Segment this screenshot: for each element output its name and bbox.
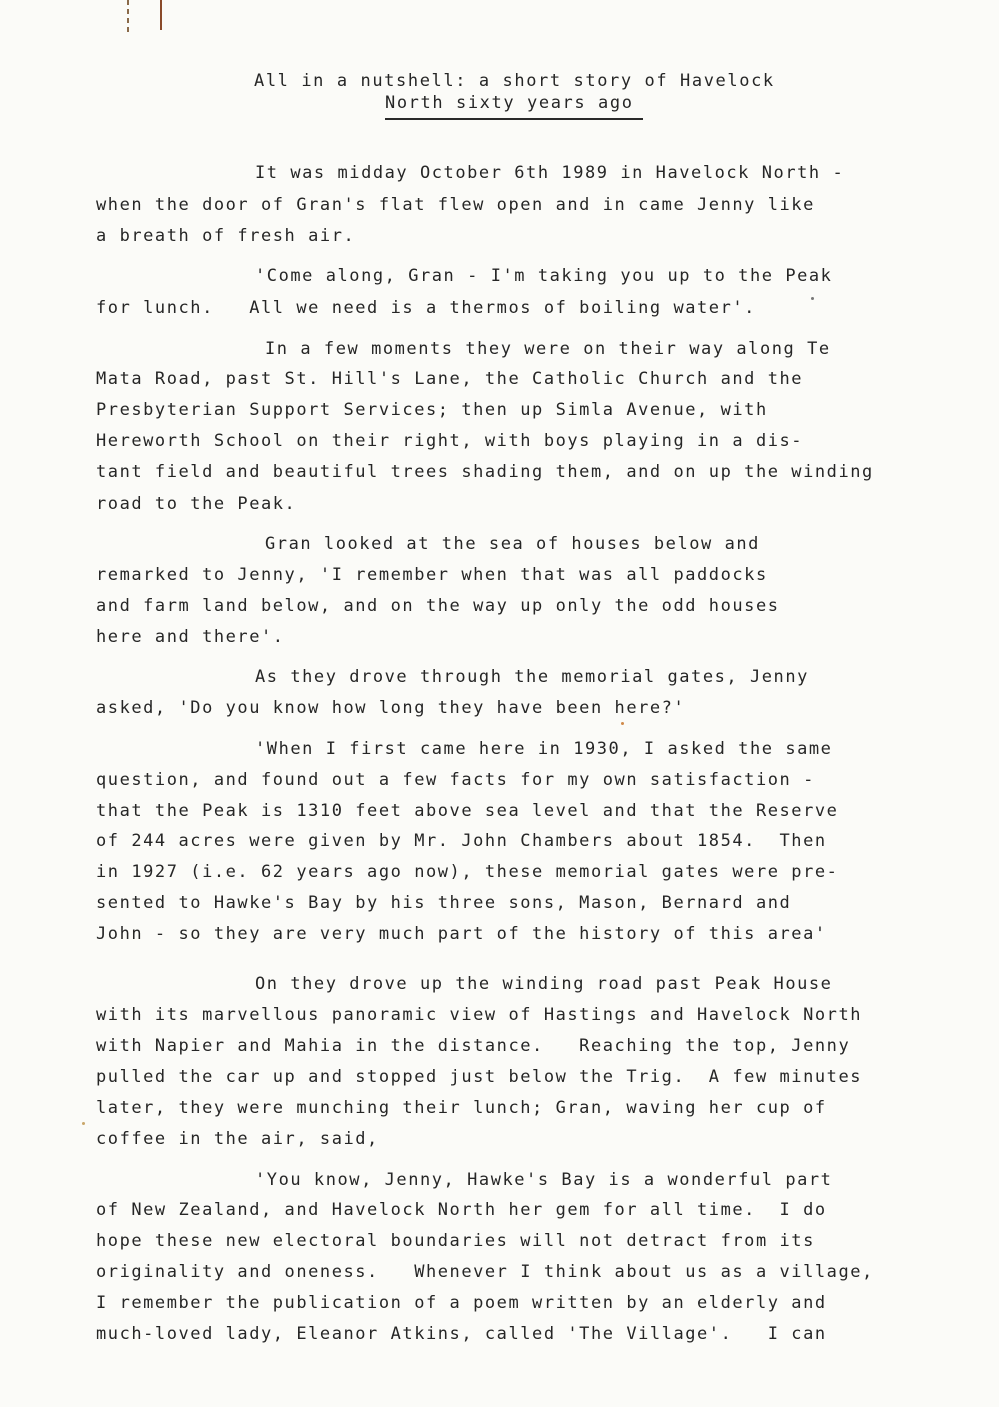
text-line: that the Peak is 1310 feet above sea level and that the Reserve [96,801,839,821]
text-line: sented to Hawke's Bay by his three sons, Mason, Bernard and [96,893,792,913]
text-line: road to the Peak. [96,494,297,514]
paper-speck [621,722,624,725]
title-underline [385,118,643,120]
text-line: Gran looked at the sea of houses below and [265,534,760,554]
binding-mark [127,0,129,32]
document-title-line-2: North sixty years ago [385,93,634,113]
text-line: Presbyterian Support Services; then up Simla Avenue, with [96,400,768,420]
text-line: with its marvellous panoramic view of Hastings and Havelock North [96,1005,863,1025]
text-line: of 244 acres were given by Mr. John Chambers about 1854. Then [96,831,827,851]
text-line: 'When I first came here in 1930, I asked the same [255,739,833,759]
text-line: Mata Road, past St. Hill's Lane, the Catholic Church and the [96,369,804,389]
text-line: John - so they are very much part of the history of this area' [96,924,827,944]
text-line: in 1927 (i.e. 62 years ago now), these memorial gates were pre- [96,862,839,882]
text-line: remarked to Jenny, 'I remember when that was all paddocks [96,565,768,585]
text-line: hope these new electoral boundaries will not detract from its [96,1231,815,1251]
text-line: I remember the publication of a poem written by an elderly and [96,1293,827,1313]
text-line: 'You know, Jenny, Hawke's Bay is a wonderful part [255,1170,833,1190]
text-line: for lunch. All we need is a thermos of boiling water'. [96,298,756,318]
text-line: pulled the car up and stopped just below the Trig. A few minutes [96,1067,863,1087]
text-line: As they drove through the memorial gates, Jenny [255,667,809,687]
text-line: when the door of Gran's flat flew open and in came Jenny like [96,195,815,215]
text-line: much-loved lady, Eleanor Atkins, called 'The Village'. I can [96,1324,827,1344]
text-line: Hereworth School on their right, with boys playing in a dis- [96,431,804,451]
text-line: tant field and beautiful trees shading them, and on up the winding [96,462,874,482]
binding-mark [160,0,162,30]
text-line: with Napier and Mahia in the distance. Reaching the top, Jenny [96,1036,851,1056]
paper-speck [811,297,814,300]
text-line: coffee in the air, said, [96,1129,379,1149]
paper-speck [82,1122,85,1125]
text-line: originality and oneness. Whenever I think about us as a village, [96,1262,874,1282]
text-line: asked, 'Do you know how long they have been here?' [96,698,686,718]
text-line: question, and found out a few facts for my own satisfaction - [96,770,815,790]
text-line: In a few moments they were on their way along Te [265,339,831,359]
text-line: later, they were munching their lunch; Gran, waving her cup of [96,1098,827,1118]
text-line: It was midday October 6th 1989 in Havelock North - [255,163,845,183]
document-title-line-1: All in a nutshell: a short story of Havelock [254,71,775,91]
text-line: On they drove up the winding road past Peak House [255,974,833,994]
text-line: 'Come along, Gran - I'm taking you up to the Peak [255,266,833,286]
text-line: a breath of fresh air. [96,226,356,246]
text-line: and farm land below, and on the way up only the odd houses [96,596,780,616]
text-line: here and there'. [96,627,285,647]
text-line: of New Zealand, and Havelock North her gem for all time. I do [96,1200,827,1220]
